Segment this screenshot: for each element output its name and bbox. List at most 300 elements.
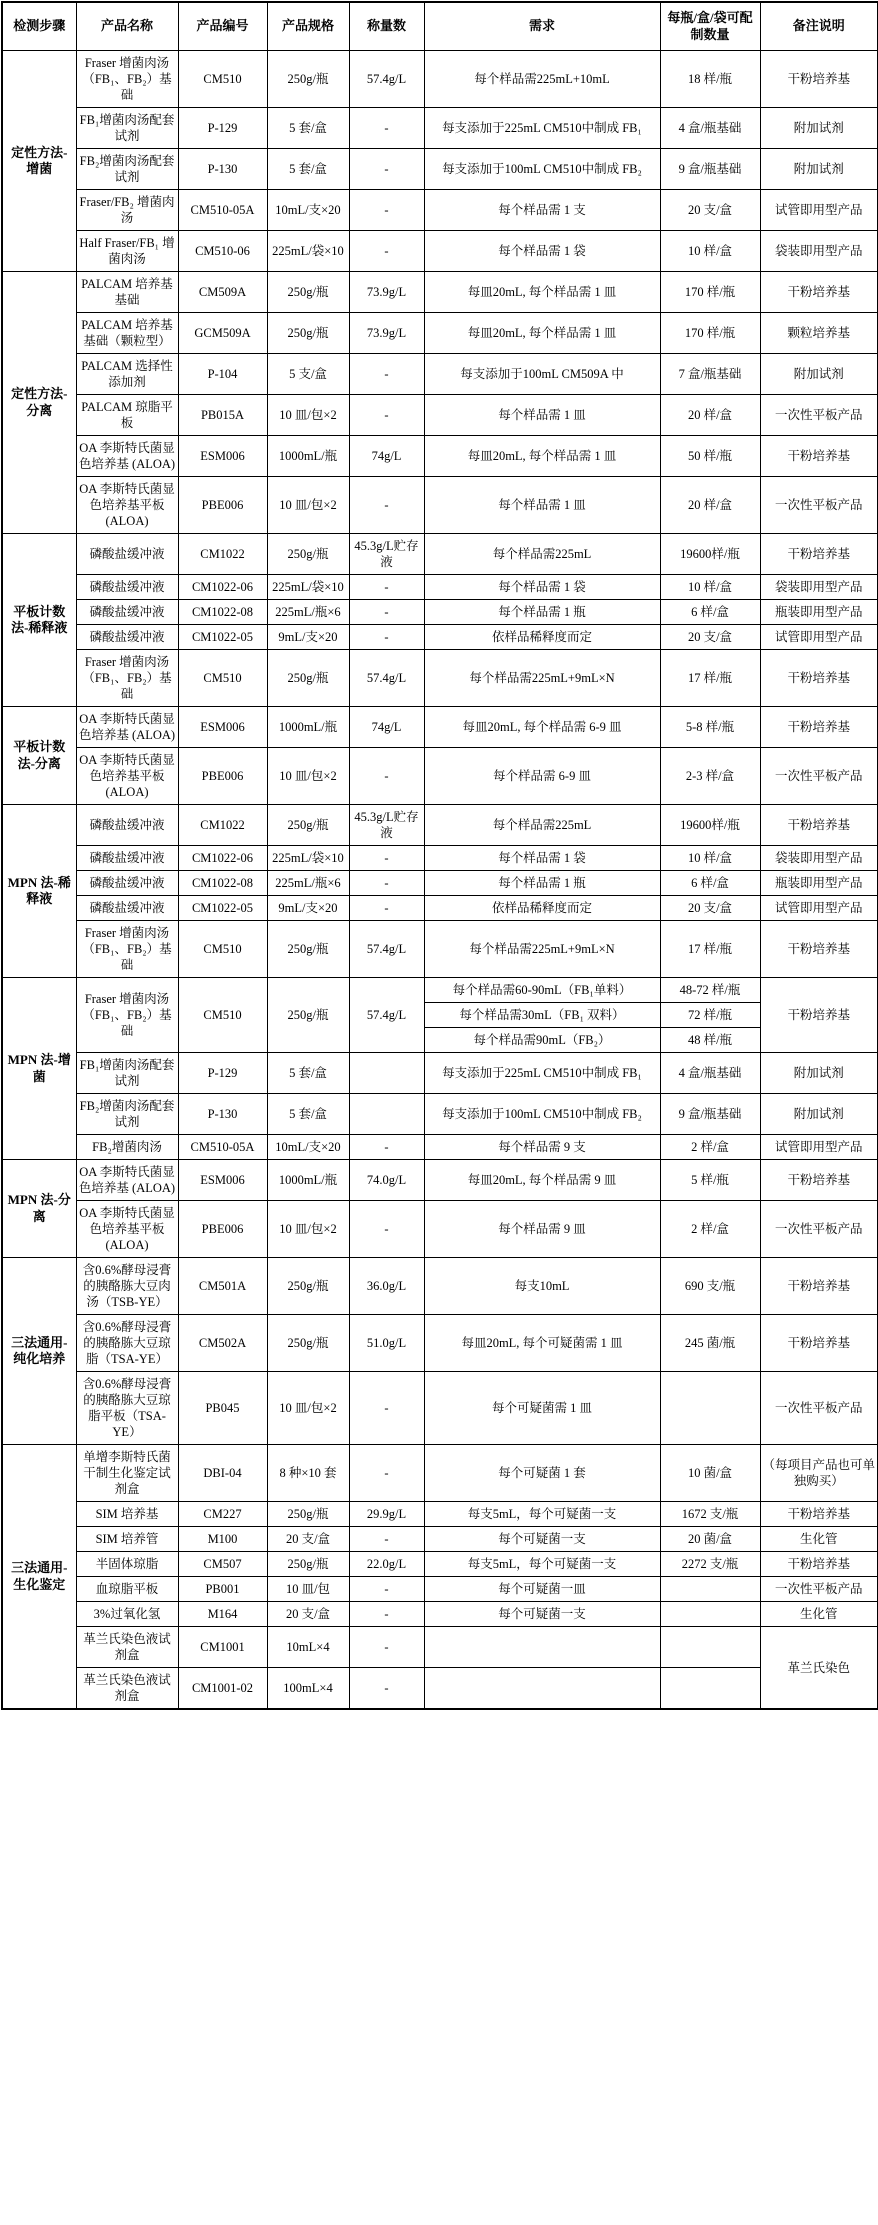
table-cell: 50 样/瓶 [660, 436, 760, 477]
table-cell: - [349, 1372, 424, 1445]
table-cell: 9 盒/瓶基础 [660, 1094, 760, 1135]
step-cell: 定性方法-分离 [2, 272, 76, 534]
table-cell: 每个样品需 9 支 [424, 1135, 660, 1160]
table-cell: M164 [178, 1602, 267, 1627]
table-cell: 附加试剂 [760, 354, 878, 395]
table-cell: OA 李斯特氏菌显色培养基平板(ALOA) [76, 748, 178, 805]
table-cell: CM1022 [178, 534, 267, 575]
table-row [2, 190, 878, 231]
table-cell: - [349, 108, 424, 149]
table-cell: 36.0g/L [349, 1258, 424, 1315]
table-cell: 每个样品需 6-9 皿 [424, 748, 660, 805]
table-cell: 20 支/盒 [267, 1527, 349, 1552]
table-cell: 每个样品需 1 袋 [424, 231, 660, 272]
table-cell: OA 李斯特氏菌显色培养基平板(ALOA) [76, 477, 178, 534]
table-cell: PB001 [178, 1577, 267, 1602]
table-cell: 含0.6%酵母浸膏的胰酪胨大豆琼脂（TSA-YE） [76, 1315, 178, 1372]
table-cell: CM1022-05 [178, 896, 267, 921]
table-cell: 每支添加于100mL CM509A 中 [424, 354, 660, 395]
table-cell: 74.0g/L [349, 1160, 424, 1201]
table-cell: 试管即用型产品 [760, 1135, 878, 1160]
table-cell: - [349, 846, 424, 871]
table-cell: PALCAM 培养基基础 [76, 272, 178, 313]
table-cell: 225mL/袋×10 [267, 575, 349, 600]
table-cell: 48 样/瓶 [660, 1028, 760, 1053]
table-cell: 22.0g/L [349, 1552, 424, 1577]
table-cell: 100mL×4 [267, 1668, 349, 1710]
table-cell: 20 样/盒 [660, 477, 760, 534]
table-cell [660, 1577, 760, 1602]
table-row [2, 871, 878, 896]
table-row [2, 51, 878, 108]
table-cell: CM510 [178, 51, 267, 108]
table-row [2, 978, 878, 1003]
table-row [2, 600, 878, 625]
table-header [2, 2, 878, 51]
table-cell: 250g/瓶 [267, 1502, 349, 1527]
table-cell: - [349, 575, 424, 600]
table-cell: 一次性平板产品 [760, 1201, 878, 1258]
table-cell: 73.9g/L [349, 272, 424, 313]
table-cell: 17 样/瓶 [660, 650, 760, 707]
table-cell: 5 套/盒 [267, 108, 349, 149]
table-cell: PALCAM 选择性添加剂 [76, 354, 178, 395]
table-cell: 250g/瓶 [267, 1552, 349, 1577]
table-cell: 250g/瓶 [267, 921, 349, 978]
table-cell: CM509A [178, 272, 267, 313]
table-cell: M100 [178, 1527, 267, 1552]
table-cell: 每个样品需 1 瓶 [424, 600, 660, 625]
table-cell: CM510-05A [178, 1135, 267, 1160]
table-cell: 每皿20mL, 每个样品需 6-9 皿 [424, 707, 660, 748]
header-row [2, 2, 878, 51]
table-cell: - [349, 1445, 424, 1502]
table-cell: 每个样品需60-90mL（FB₁单料） [424, 978, 660, 1003]
table-cell: 每个样品需 9 皿 [424, 1201, 660, 1258]
table-cell: 1000mL/瓶 [267, 436, 349, 477]
table-cell: 20 支/盒 [267, 1602, 349, 1627]
table-cell: 一次性平板产品 [760, 1577, 878, 1602]
table-cell: 250g/瓶 [267, 534, 349, 575]
table-cell: 9 盒/瓶基础 [660, 149, 760, 190]
table-cell: 20 样/盒 [660, 395, 760, 436]
table-cell: P-129 [178, 108, 267, 149]
table-cell: PB015A [178, 395, 267, 436]
table-cell: 含0.6%酵母浸膏的胰酪胨大豆琼脂平板（TSA-YE） [76, 1372, 178, 1445]
table-row [2, 395, 878, 436]
table-cell: 干粉培养基 [760, 978, 878, 1053]
table-cell: 17 样/瓶 [660, 921, 760, 978]
table-cell: - [349, 1577, 424, 1602]
table-cell: 250g/瓶 [267, 272, 349, 313]
table-cell: CM227 [178, 1502, 267, 1527]
table-cell: - [349, 477, 424, 534]
table-cell: 袋装即用型产品 [760, 846, 878, 871]
table-cell: 每个样品需 1 支 [424, 190, 660, 231]
table-cell: FB₂增菌肉汤配套试剂 [76, 1094, 178, 1135]
table-cell: 干粉培养基 [760, 436, 878, 477]
table-row [2, 748, 878, 805]
table-cell: 10 样/盒 [660, 575, 760, 600]
table-cell: 干粉培养基 [760, 1258, 878, 1315]
table-cell: CM510-06 [178, 231, 267, 272]
table-cell: 5 套/盒 [267, 1094, 349, 1135]
table-cell: DBI-04 [178, 1445, 267, 1502]
table-cell: 含0.6%酵母浸膏的胰酪胨大豆肉汤（TSB-YE） [76, 1258, 178, 1315]
table-cell: 每个样品需225mL+9mL×N [424, 921, 660, 978]
table-cell: 瓶装即用型产品 [760, 871, 878, 896]
table-cell: 试管即用型产品 [760, 190, 878, 231]
table-cell: 每支10mL [424, 1258, 660, 1315]
table-cell: 每支添加于100mL CM510中制成 FB₂ [424, 149, 660, 190]
table-cell: 革兰氏染色液试剂盒 [76, 1668, 178, 1710]
table-cell: 干粉培养基 [760, 534, 878, 575]
step-cell: MPN 法-稀释液 [2, 805, 76, 978]
table-cell: 每个可疑菌需 1 皿 [424, 1372, 660, 1445]
table-cell: PBE006 [178, 1201, 267, 1258]
table-cell: OA 李斯特氏菌显色培养基 (ALOA) [76, 707, 178, 748]
table-row [2, 1053, 878, 1094]
table-row [2, 1602, 878, 1627]
table-cell: 51.0g/L [349, 1315, 424, 1372]
table-cell: 瓶装即用型产品 [760, 600, 878, 625]
table-cell: 10 皿/包×2 [267, 395, 349, 436]
table-cell: 磷酸盐缓冲液 [76, 896, 178, 921]
header-product-name: 产品名称 [76, 2, 178, 51]
table-cell: 19600样/瓶 [660, 805, 760, 846]
table-cell: 73.9g/L [349, 313, 424, 354]
table-cell: 每皿20mL, 每个样品需 1 皿 [424, 436, 660, 477]
table-row [2, 1668, 878, 1710]
table-cell: ESM006 [178, 436, 267, 477]
step-cell: 三法通用-生化鉴定 [2, 1445, 76, 1710]
table-cell: PB045 [178, 1372, 267, 1445]
table-cell: 1000mL/瓶 [267, 707, 349, 748]
table-cell: FB₂增菌肉汤 [76, 1135, 178, 1160]
table-cell: - [349, 1527, 424, 1552]
table-cell: P-130 [178, 149, 267, 190]
table-cell: 磷酸盐缓冲液 [76, 846, 178, 871]
table-cell: 225mL/瓶×6 [267, 600, 349, 625]
table-row [2, 707, 878, 748]
table-cell: 6 样/盒 [660, 871, 760, 896]
table-cell: 干粉培养基 [760, 1552, 878, 1577]
table-cell: 18 样/瓶 [660, 51, 760, 108]
table-cell: CM1022-06 [178, 846, 267, 871]
table-cell: 干粉培养基 [760, 272, 878, 313]
table-cell: Fraser/FB₂ 增菌肉汤 [76, 190, 178, 231]
table-cell: 2-3 样/盒 [660, 748, 760, 805]
table-cell: - [349, 896, 424, 921]
table-cell: 每皿20mL, 每个可疑菌需 1 皿 [424, 1315, 660, 1372]
table-cell: 血琼脂平板 [76, 1577, 178, 1602]
table-cell: 20 支/盒 [660, 190, 760, 231]
table-cell: 磷酸盐缓冲液 [76, 805, 178, 846]
table-cell: SIM 培养管 [76, 1527, 178, 1552]
table-cell: CM510-05A [178, 190, 267, 231]
table-cell [660, 1668, 760, 1710]
table-cell: - [349, 1627, 424, 1668]
table-cell: 250g/瓶 [267, 805, 349, 846]
table-cell: 一次性平板产品 [760, 477, 878, 534]
table-cell: 每个样品需 1 袋 [424, 846, 660, 871]
table-cell: - [349, 149, 424, 190]
table-cell: 9mL/支×20 [267, 625, 349, 650]
table-cell [660, 1372, 760, 1445]
step-cell: MPN 法-增菌 [2, 978, 76, 1160]
table-cell: 4 盒/瓶基础 [660, 108, 760, 149]
table-cell: P-129 [178, 1053, 267, 1094]
table-cell: 干粉培养基 [760, 805, 878, 846]
table-cell: 每个样品需225mL+10mL [424, 51, 660, 108]
table-cell: （每项目产品也可单独购买） [760, 1445, 878, 1502]
table-cell: 6 样/盒 [660, 600, 760, 625]
table-cell: 革兰氏染色液试剂盒 [76, 1627, 178, 1668]
table-cell: 2 样/盒 [660, 1135, 760, 1160]
table-cell: 20 支/盒 [660, 896, 760, 921]
table-cell: FB₁增菌肉汤配套试剂 [76, 1053, 178, 1094]
table-cell [660, 1602, 760, 1627]
table-cell: 250g/瓶 [267, 313, 349, 354]
table-cell: 250g/瓶 [267, 1315, 349, 1372]
table-cell: 10 菌/盒 [660, 1445, 760, 1502]
table-cell: 每个样品需225mL [424, 534, 660, 575]
table-cell: 每支添加于225mL CM510中制成 FB₁ [424, 1053, 660, 1094]
table-cell: 225mL/袋×10 [267, 231, 349, 272]
table-cell: CM510 [178, 650, 267, 707]
table-cell: 每个样品需 1 袋 [424, 575, 660, 600]
table-cell: 附加试剂 [760, 149, 878, 190]
table-cell: P-104 [178, 354, 267, 395]
table-cell [349, 1053, 424, 1094]
table-cell: 革兰氏染色 [760, 1627, 878, 1710]
table-cell: 57.4g/L [349, 921, 424, 978]
table-cell: 生化管 [760, 1527, 878, 1552]
table-cell: 单增李斯特氏菌干制生化鉴定试剂盒 [76, 1445, 178, 1502]
table-cell: PBE006 [178, 748, 267, 805]
table-cell: 每皿20mL, 每个样品需 1 皿 [424, 313, 660, 354]
table-cell: OA 李斯特氏菌显色培养基平板(ALOA) [76, 1201, 178, 1258]
table-cell: 10 皿/包×2 [267, 1372, 349, 1445]
table-cell: 干粉培养基 [760, 1160, 878, 1201]
table-cell: CM1022-08 [178, 871, 267, 896]
header-weighing: 称量数 [349, 2, 424, 51]
table-cell: - [349, 748, 424, 805]
table-cell: 干粉培养基 [760, 1502, 878, 1527]
table-cell: - [349, 1201, 424, 1258]
step-cell: MPN 法-分离 [2, 1160, 76, 1258]
table-cell: 170 样/瓶 [660, 272, 760, 313]
table-cell: ESM006 [178, 1160, 267, 1201]
table-cell: 一次性平板产品 [760, 1372, 878, 1445]
table-cell: 5 样/瓶 [660, 1160, 760, 1201]
table-row [2, 1577, 878, 1602]
table-cell: 2 样/盒 [660, 1201, 760, 1258]
product-table [1, 1, 878, 1710]
table-cell: 20 菌/盒 [660, 1527, 760, 1552]
table-row [2, 921, 878, 978]
table-cell: 依样品稀释度而定 [424, 896, 660, 921]
table-cell: 生化管 [760, 1602, 878, 1627]
table-cell: 每支添加于100mL CM510中制成 FB₂ [424, 1094, 660, 1135]
table-cell: 磷酸盐缓冲液 [76, 534, 178, 575]
table-cell: 每个样品需 1 皿 [424, 395, 660, 436]
header-quantity: 每瓶/盒/袋可配制数量 [660, 2, 760, 51]
table-row [2, 1552, 878, 1577]
table-cell: PALCAM 琼脂平板 [76, 395, 178, 436]
table-cell: 每皿20mL, 每个样品需 9 皿 [424, 1160, 660, 1201]
table-cell: 10 皿/包 [267, 1577, 349, 1602]
table-cell: Fraser 增菌肉汤（FB₁、FB₂）基础 [76, 650, 178, 707]
table-cell: 8 种×10 套 [267, 1445, 349, 1502]
table-cell: 一次性平板产品 [760, 395, 878, 436]
table-cell: CM1001-02 [178, 1668, 267, 1710]
table-cell: 10 样/盒 [660, 846, 760, 871]
table-cell: CM1022-05 [178, 625, 267, 650]
table-cell: CM501A [178, 1258, 267, 1315]
table-cell: 9mL/支×20 [267, 896, 349, 921]
table-cell [660, 1627, 760, 1668]
table-cell: 干粉培养基 [760, 1315, 878, 1372]
table-cell: 半固体琼脂 [76, 1552, 178, 1577]
table-cell: 每个样品需90mL（FB₂） [424, 1028, 660, 1053]
table-cell: 每支5mL，每个可疑菌一支 [424, 1552, 660, 1577]
table-cell: OA 李斯特氏菌显色培养基 (ALOA) [76, 436, 178, 477]
table-cell: 袋装即用型产品 [760, 575, 878, 600]
table-cell: 690 支/瓶 [660, 1258, 760, 1315]
table-cell: CM502A [178, 1315, 267, 1372]
table-cell: - [349, 1668, 424, 1710]
table-cell: 每个样品需30mL（FB₁ 双料） [424, 1003, 660, 1028]
table-cell: - [349, 231, 424, 272]
table-row [2, 575, 878, 600]
table-cell: 颗粒培养基 [760, 313, 878, 354]
table-cell: 每支5mL，每个可疑菌一支 [424, 1502, 660, 1527]
table-cell: 10mL/支×20 [267, 190, 349, 231]
table-cell: 每个可疑菌一支 [424, 1527, 660, 1552]
table-cell: 干粉培养基 [760, 650, 878, 707]
table-row [2, 1135, 878, 1160]
table-cell: 250g/瓶 [267, 978, 349, 1053]
table-cell: - [349, 600, 424, 625]
table-cell: CM507 [178, 1552, 267, 1577]
document-page [0, 1, 878, 1710]
table-cell: 74g/L [349, 707, 424, 748]
table-cell: 干粉培养基 [760, 707, 878, 748]
table-cell: 5 套/盒 [267, 149, 349, 190]
table-cell: 干粉培养基 [760, 51, 878, 108]
table-cell: 每个样品需 1 皿 [424, 477, 660, 534]
table-cell: SIM 培养基 [76, 1502, 178, 1527]
table-cell: - [349, 871, 424, 896]
table-row [2, 149, 878, 190]
table-cell: CM510 [178, 921, 267, 978]
table-row [2, 354, 878, 395]
table-cell: 磷酸盐缓冲液 [76, 600, 178, 625]
step-cell: 定性方法-增菌 [2, 51, 76, 272]
table-cell: 250g/瓶 [267, 1258, 349, 1315]
table-cell: 225mL/袋×10 [267, 846, 349, 871]
table-cell: 2272 支/瓶 [660, 1552, 760, 1577]
table-cell: 20 支/盒 [660, 625, 760, 650]
table-cell: 附加试剂 [760, 1053, 878, 1094]
table-cell: 72 样/瓶 [660, 1003, 760, 1028]
table-cell: 10 皿/包×2 [267, 477, 349, 534]
table-cell: GCM509A [178, 313, 267, 354]
table-cell: PALCAM 培养基基础（颗粒型） [76, 313, 178, 354]
table-cell: 干粉培养基 [760, 921, 878, 978]
table-cell: ESM006 [178, 707, 267, 748]
table-cell: 每个样品需225mL [424, 805, 660, 846]
table-cell [424, 1668, 660, 1710]
header-step: 检测步骤 [2, 2, 76, 51]
table-row [2, 272, 878, 313]
table-cell: 5 支/盒 [267, 354, 349, 395]
table-cell: CM1001 [178, 1627, 267, 1668]
table-cell: 5-8 样/瓶 [660, 707, 760, 748]
table-row [2, 625, 878, 650]
table-cell: 57.4g/L [349, 978, 424, 1053]
table-cell: 依样品稀释度而定 [424, 625, 660, 650]
table-cell [424, 1627, 660, 1668]
table-cell: 7 盒/瓶基础 [660, 354, 760, 395]
table-cell: 57.4g/L [349, 51, 424, 108]
table-cell: PBE006 [178, 477, 267, 534]
table-cell: CM510 [178, 978, 267, 1053]
table-cell: Half Fraser/FB₁ 增菌肉汤 [76, 231, 178, 272]
table-row [2, 1627, 878, 1668]
table-cell: 一次性平板产品 [760, 748, 878, 805]
table-cell: 10 样/盒 [660, 231, 760, 272]
header-product-code: 产品编号 [178, 2, 267, 51]
header-requirement: 需求 [424, 2, 660, 51]
table-row [2, 1372, 878, 1445]
table-cell: 磷酸盐缓冲液 [76, 625, 178, 650]
table-cell: 每支添加于225mL CM510中制成 FB₁ [424, 108, 660, 149]
table-cell: CM1022-08 [178, 600, 267, 625]
table-row [2, 1502, 878, 1527]
table-row [2, 1160, 878, 1201]
table-row [2, 1445, 878, 1502]
step-cell: 平板计数法-分离 [2, 707, 76, 805]
table-cell: Fraser 增菌肉汤（FB₁、FB₂）基础 [76, 51, 178, 108]
table-row [2, 805, 878, 846]
step-cell: 平板计数法-稀释液 [2, 534, 76, 707]
table-cell: 74g/L [349, 436, 424, 477]
table-cell: - [349, 1602, 424, 1627]
table-cell: 每皿20mL, 每个样品需 1 皿 [424, 272, 660, 313]
table-cell: 57.4g/L [349, 650, 424, 707]
table-row [2, 1258, 878, 1315]
table-cell: 3%过氧化氢 [76, 1602, 178, 1627]
header-remarks: 备注说明 [760, 2, 878, 51]
table-row [2, 896, 878, 921]
table-row [2, 313, 878, 354]
table-cell [349, 1094, 424, 1135]
table-cell: 每个可疑菌一支 [424, 1602, 660, 1627]
table-cell: CM1022 [178, 805, 267, 846]
table-cell: 48-72 样/瓶 [660, 978, 760, 1003]
table-cell: 19600样/瓶 [660, 534, 760, 575]
table-row [2, 231, 878, 272]
table-cell: - [349, 625, 424, 650]
table-cell: 每个可疑菌一皿 [424, 1577, 660, 1602]
table-cell: 29.9g/L [349, 1502, 424, 1527]
table-cell: 10 皿/包×2 [267, 748, 349, 805]
table-cell: 每个样品需225mL+9mL×N [424, 650, 660, 707]
table-cell: 10 皿/包×2 [267, 1201, 349, 1258]
table-cell: P-130 [178, 1094, 267, 1135]
